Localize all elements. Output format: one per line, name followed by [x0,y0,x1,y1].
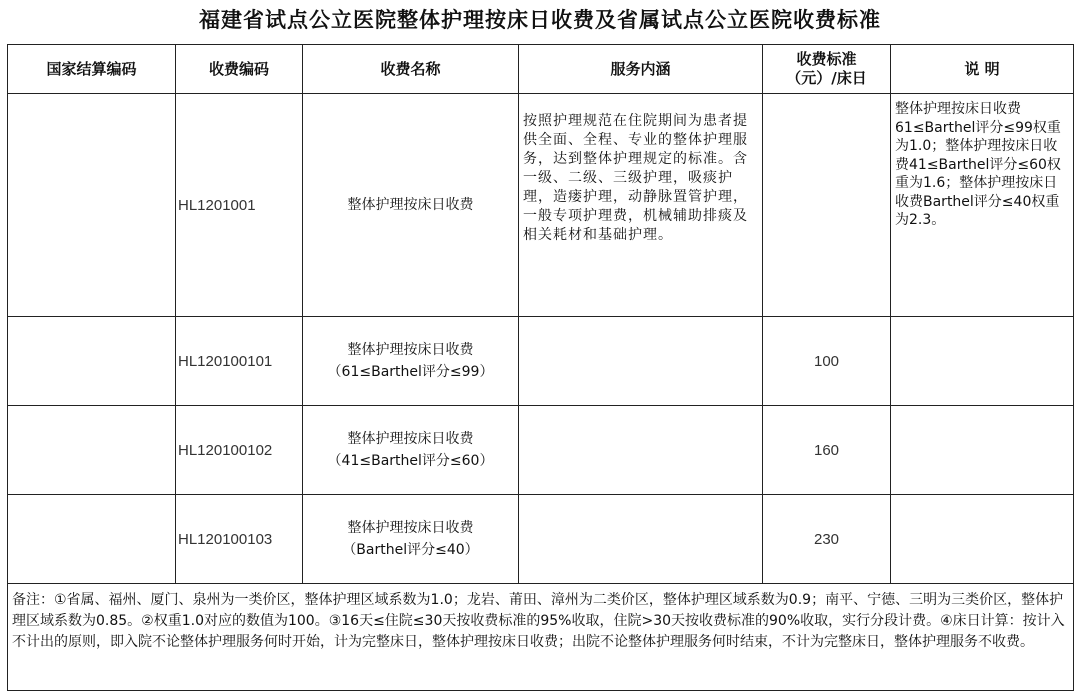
service-cell [519,495,763,584]
header-service: 服务内涵 [519,45,763,94]
fee-name-cell [303,495,519,584]
note-cell [891,495,1074,584]
fee-name-text: 整体护理按床日收费 [347,431,474,447]
service-cell: 按照护理规范在住院期间为患者提供全面、全程、专业的整体护理服务，达到整体护理规定的标准。含一级、二级、三级护理，吸痰护理，造瘘护理，动静脉置管护理，一般专项护理费，机械辅助排痰及相关耗材和基础护理。 [519,94,763,317]
fee-name-sub: （61≤Barthel评分≤99） [327,364,494,380]
fee-table [7,44,1074,691]
header-fee-code: 收费编码 [176,45,303,94]
fee-name-text: 整体护理按床日收费 [347,197,474,213]
price-cell: 160 [763,406,891,495]
page-title: 福建省试点公立医院整体护理按床日收费及省属试点公立医院收费标准 [199,8,881,32]
service-cell [519,406,763,495]
fee-name-sub: （41≤Barthel评分≤60） [327,453,494,469]
header-national-code: 国家结算编码 [8,45,176,94]
fee-name-cell [303,406,519,495]
fee-code-cell: HL1201001 [176,94,303,317]
fee-name-cell [303,317,519,406]
national-code-cell [8,317,176,406]
header-standard [763,45,891,94]
fee-code-cell: HL120100103 [176,495,303,584]
table-row [8,406,1074,495]
price-cell: 230 [763,495,891,584]
service-cell [519,317,763,406]
remarks-row [8,584,1074,691]
header-note: 说 明 [891,45,1074,94]
fee-code-cell: HL120100101 [176,317,303,406]
national-code-cell [8,495,176,584]
table-row [8,495,1074,584]
note-cell [891,317,1074,406]
price-cell [763,94,891,317]
remarks-text: 备注：①省属、福州、厦门、泉州为一类价区，整体护理区域系数为1.0；龙岩、莆田、漳州为二类价区，整体护理区域系数为0.9；南平、宁德、三明为三类价区，整体护理区域系数为0.85。②权重1.0对应的数值为100。③16天≤住院≤30天按收费标准的95%收取，住院>30天按收费标准的90%收取，实行分段计费。④床日计算：按计入不计出的原则，即入院不论整体护理服务何时开始，计为完整床日，整体护理按床日收费；出院不论整体护理服务何时结束，不计为完整床日，整体护理服务不收费。 [8,584,1074,691]
header-row [8,45,1074,94]
fee-name-cell [303,94,519,317]
note-cell [891,406,1074,495]
header-fee-name: 收费名称 [303,45,519,94]
note-cell: 整体护理按床日收费61≤Barthel评分≤99权重为1.0；整体护理按床日收费41≤Barthel评分≤60权重为1.6；整体护理按床日收费Barthel评分≤40权重为2.3。 [891,94,1074,317]
table-row [8,317,1074,406]
fee-name-sub: （Barthel评分≤40） [342,542,479,558]
price-cell: 100 [763,317,891,406]
header-standard-line1: 收费标准 [796,50,857,68]
header-standard-line2: （元）/床日 [786,69,867,87]
table-row [8,94,1074,317]
national-code-cell [8,406,176,495]
fee-name-text: 整体护理按床日收费 [347,342,474,358]
fee-name-text: 整体护理按床日收费 [347,520,474,536]
national-code-cell [8,94,176,317]
fee-code-cell: HL120100102 [176,406,303,495]
